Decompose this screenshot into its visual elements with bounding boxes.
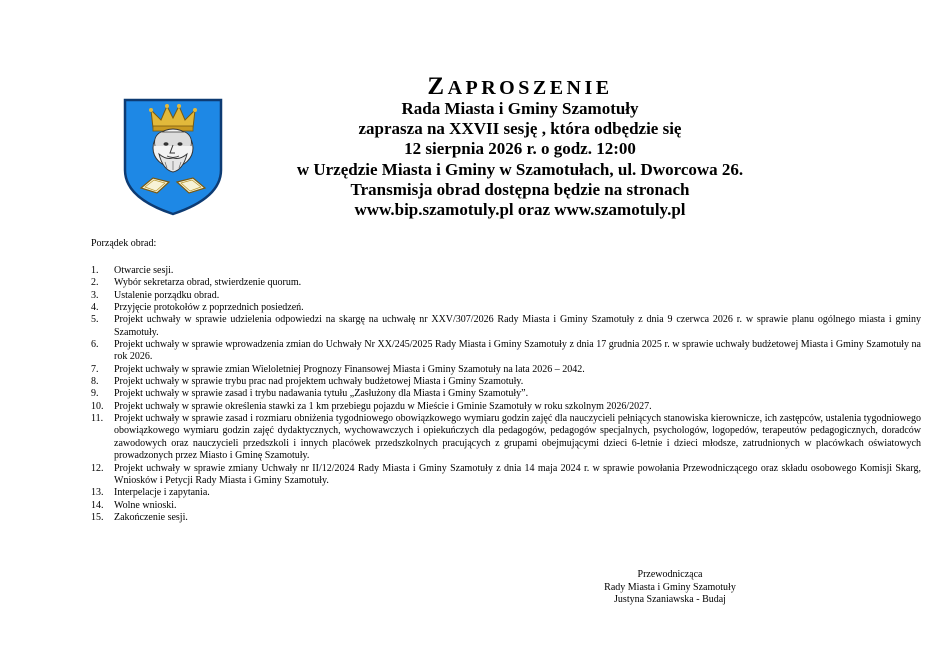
agenda-item-number: 5. — [91, 314, 99, 326]
agenda-item — [91, 463, 921, 488]
agenda-item-text: Wybór sekretarza obrad, stwierdzenie quorum. — [114, 277, 302, 289]
signature-block — [580, 569, 760, 607]
agenda-item-number: 11. — [91, 413, 104, 425]
agenda-item — [91, 265, 921, 277]
agenda-item-text: Projekt uchwały w sprawie określenia stawki za 1 km przebiegu pojazdu w Mieście i Gminie Szamotuły w roku szkolnym 2026/2027. — [114, 400, 652, 412]
agenda-item-number: 3. — [91, 289, 99, 301]
agenda-item-text: Ustalenie porządku obrad. — [114, 289, 220, 301]
agenda-item-text: Projekt uchwały w sprawie trybu prac nad projektem uchwały budżetowej Miasta i Gminy Szamotuły. — [114, 376, 524, 388]
broadcast-info: Transmisja obrad dostępna będzie na stronach — [350, 179, 690, 199]
agenda-item-text: Przyjęcie protokołów z poprzednich posiedzeń. — [114, 302, 304, 314]
invitation-title: ZAPROSZENIE — [427, 73, 613, 100]
agenda-item-number: 8. — [91, 376, 99, 388]
agenda-item-number: 15. — [91, 511, 104, 523]
agenda-item — [91, 364, 921, 376]
agenda-item — [91, 290, 921, 302]
agenda-item — [91, 388, 921, 400]
agenda-list — [91, 265, 921, 524]
agenda-item-text: Projekt uchwały w sprawie zmian Wieloletniej Prognozy Finansowej Miasta i Gminy Szamotuły na lata 2026 – 2042. — [114, 363, 585, 375]
session-announcement: zaprasza na XXVII sesję , która odbędzie się — [358, 119, 682, 139]
agenda-item-text: Projekt uchwały w sprawie zmiany Uchwały nr II/12/2024 Rady Miasta i Gminy Szamotuły z dnia 14 maja 2024 r. w sprawie powołania Przewodniczącego oraz składu osobowego Komisji Skarg, Wniosków i Petycji Rady Miasta i Gminy Szamotuły. — [114, 462, 921, 486]
agenda-item-number: 12. — [91, 462, 104, 474]
agenda-item — [91, 500, 921, 512]
agenda-item — [91, 339, 921, 364]
agenda-item-number: 10. — [91, 400, 104, 412]
agenda-item-text: Wolne wnioski. — [114, 499, 177, 511]
signature-role: Przewodnicząca — [637, 569, 703, 580]
agenda-item — [91, 413, 921, 462]
agenda-item-number: 1. — [91, 265, 99, 276]
agenda-item-text: Projekt uchwały w sprawie udzielenia odpowiedzi na skargę na uchwałę nr XXV/307/2026 Rady Miasta i Gminy Szamotuły z dnia 9 czerwca 2026 r. w sprawie planu ogólnego miasta i gminy Szamotuły. — [114, 314, 921, 338]
agenda-label: Porządek obrad: — [91, 238, 157, 249]
session-date: 12 sierpnia 2026 r. o godz. 12:00 — [404, 139, 636, 159]
session-location: w Urzędzie Miasta i Gminy w Szamotułach, ul. Dworcowa 26. — [296, 159, 744, 179]
agenda-item-number: 2. — [91, 277, 99, 289]
agenda-item — [91, 314, 921, 339]
szamotuly-coat-of-arms-icon — [123, 98, 223, 216]
agenda-item-number: 7. — [91, 363, 99, 375]
agenda-item-text: Projekt uchwały w sprawie zasad i rozmiaru obniżenia tygodniowego obowiązkowego wymiaru godzin zajęć dla nauczycieli pełniących stanowiska kierownicze, ich zastępców, ustalenia tygodniowego obowiązkowego wymiaru godzin zajęć dydaktycznych, wychowawczych i opiekuńczych dla pedagogów, pedagogów specjalnych, psychologów, logopedów, terapeutów pedagogicznych, doradców zawodowych oraz nauczycieli przedszkoli i innych placówek przedszkolnych pracujących z grupami obejmującymi dzieci 6-letnie i dzieci młodsze, zatrudnionych w placówkach oświatowych prowadzonych przez Miasto i Gminę Szamotuły. — [114, 413, 921, 462]
agenda-item-number: 6. — [91, 339, 99, 351]
agenda-item — [91, 401, 921, 413]
agenda-item-number: 4. — [91, 302, 99, 314]
agenda-item — [91, 302, 921, 314]
signature-council: Rady Miasta i Gminy Szamotuły — [604, 581, 736, 593]
council-name: Rada Miasta i Gminy Szamotuły — [401, 99, 639, 118]
agenda-item-text: Zakończenie sesji. — [114, 511, 188, 523]
broadcast-websites: www.bip.szamotuly.pl oraz www.szamotuly.pl — [354, 200, 686, 220]
invitation-header — [230, 73, 810, 220]
signature-person: Justyna Szaniawska - Budaj — [614, 594, 726, 605]
agenda-item — [91, 512, 921, 524]
agenda-item-number: 13. — [91, 487, 104, 499]
agenda-item-number: 14. — [91, 499, 104, 511]
agenda-item-text: Otwarcie sesji. — [114, 265, 174, 276]
agenda-item-text: Interpelacje i zapytania. — [114, 487, 210, 499]
agenda-item-text: Projekt uchwały w sprawie zasad i trybu nadawania tytułu „Zasłużony dla Miasta i Gminy Szamotuły”. — [114, 388, 529, 400]
agenda-item-text: Projekt uchwały w sprawie wprowadzenia zmian do Uchwały Nr XX/245/2025 Rady Miasta i Gminy Szamotuły z dnia 17 grudnia 2025 r. w sprawie uchwały budżetowej Miasta i Gminy Szamotuły na rok 2026. — [114, 339, 921, 363]
agenda-item-number: 9. — [91, 388, 99, 400]
agenda-item — [91, 376, 921, 388]
agenda-item — [91, 277, 921, 289]
agenda-item — [91, 487, 921, 499]
